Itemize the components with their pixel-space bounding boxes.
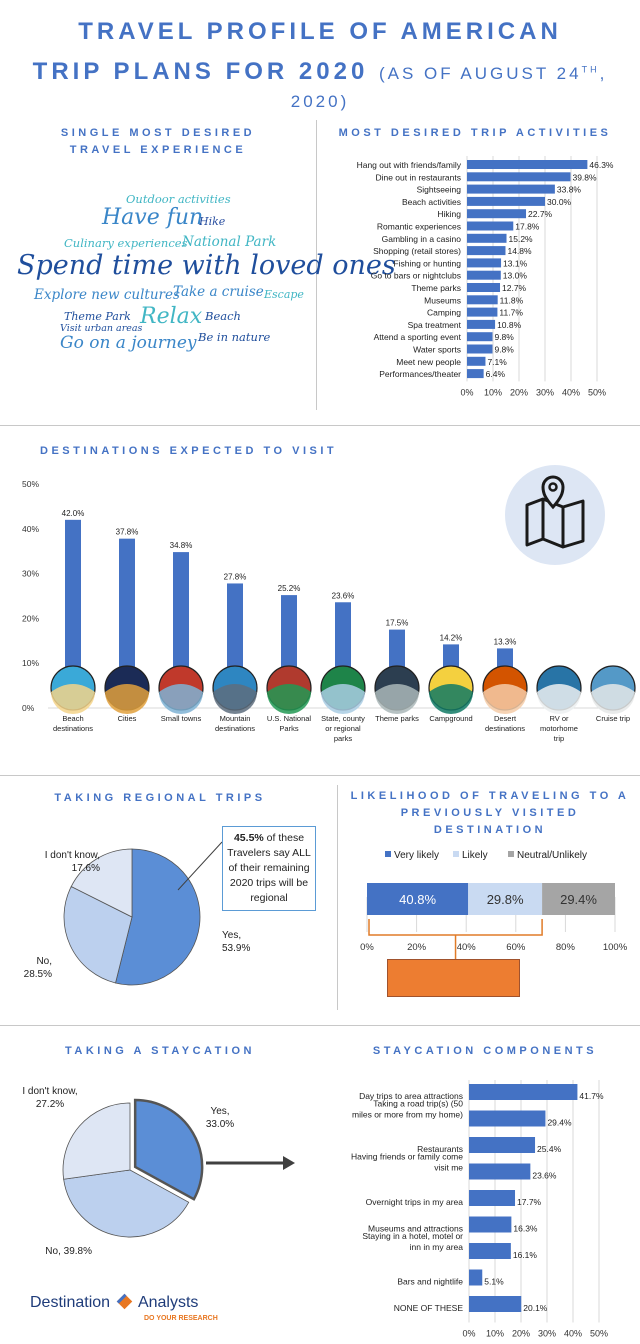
bar [467,369,484,378]
legend-swatch [453,851,459,857]
category-label: parks [333,734,353,743]
category-label: Attend a sporting event [373,332,461,343]
bar [467,234,507,243]
slice-label: 33.0% [205,1119,235,1130]
data-label: 22.7% [528,209,553,220]
category-label: Mountain [219,714,251,723]
divider-v2 [337,785,338,1010]
segment-label: 40.8% [399,892,437,907]
tick-label: 40% [561,387,581,398]
category-label: Sightseeing [416,184,461,195]
word-beach: Beach [205,309,241,323]
bar [467,345,492,354]
category-label: Beach [62,714,84,723]
data-label: 41.7% [579,1091,604,1101]
page-title-date: (AS OF AUGUST 24TH, 2020) [290,64,608,111]
slice-label: No, 39.8% [45,1246,92,1257]
slice-label: Yes, [210,1106,230,1117]
category-label: Meet new people [396,356,461,367]
bar [467,320,495,329]
activities-title: MOST DESIRED TRIP ACTIVITIES [338,127,612,139]
category-label: Spa treatment [407,319,461,330]
category-label: Theme parks [411,283,461,293]
bar [469,1137,535,1153]
tick-label: 50% [589,1328,609,1339]
data-label: 11.8% [499,295,524,306]
tick-label: 40% [563,1328,583,1339]
slice-label: Yes, [222,930,242,941]
destination-photo-detail [321,684,365,714]
data-label: 37.8% [115,527,139,537]
word-outdoor-activities: Outdoor activities [126,192,231,206]
data-label: 16.1% [512,1250,537,1260]
slice-label: No, [36,956,52,967]
bar [469,1243,511,1259]
destination-photo-detail [537,684,581,714]
category-label: RV or [549,714,569,723]
regional-title: TAKING REGIONAL TRIPS [54,792,266,804]
tick-label: 0% [460,387,474,398]
slice-label: 28.5% [23,969,52,980]
bar [469,1164,530,1180]
bar [467,258,501,267]
category-label: motorhome [540,724,578,733]
data-label: 27.8% [223,572,247,582]
category-label: State, county [321,714,365,723]
data-label: 20.1% [523,1303,548,1313]
bar [469,1084,577,1100]
brand-diamond-icon [116,1294,132,1310]
data-label: 13.1% [503,258,528,269]
category-label: Fishing or hunting [393,258,461,269]
data-label: 7.1% [487,356,507,367]
bar [467,308,497,317]
components-title: STAYCATION COMPONENTS [372,1045,598,1057]
legend-label: Very likely [394,850,440,861]
tick-label: 50% [22,479,40,489]
data-label: 13.0% [502,270,527,281]
brand-logo [30,1294,218,1322]
data-label: 29.4% [547,1117,572,1128]
word-escape: Escape [264,288,304,301]
data-label: 15.2% [508,233,533,244]
page-title-main: TRIP PLANS FOR 2020 [32,58,369,85]
word-explore: Explore new cultures [34,287,180,303]
category-label: Staying in a hotel, motel or [362,1231,463,1241]
word-national-park: National Park [182,234,277,250]
category-label: Parks [279,724,299,733]
tick-label: 10% [483,387,503,398]
data-label: 16.3% [513,1223,538,1234]
legend-label: Neutral/Unlikely [517,850,588,861]
tick-label: 20% [22,613,40,624]
word-spend-time: Spend time with loved ones [17,250,396,281]
bar [467,332,492,341]
tick-label: 30% [535,387,555,398]
category-label: destinations [214,724,256,733]
category-label: NONE OF THESE [393,1303,463,1313]
bar [467,209,526,218]
bar [469,1296,521,1312]
data-label: 25.2% [277,584,301,594]
divider-2 [0,775,640,776]
segment-label: 29.8% [486,892,524,907]
tick-label: 20% [407,942,427,953]
data-label: 34.8% [169,541,193,551]
legend-label: Likely [462,850,488,861]
bar [467,172,570,181]
data-label: 6.4% [485,369,506,380]
data-label: 42.0% [61,508,85,518]
category-label: Cities [117,714,137,723]
tick-label: 30% [537,1328,557,1339]
word-theme-park: Theme Park [64,310,131,323]
word-be-in-nature: Be in nature [198,330,271,344]
word-culinary: Culinary experiences [64,236,188,250]
category-label: Restaurants [417,1144,463,1154]
data-label: 13.3% [493,637,517,647]
legend-swatch [508,851,514,857]
word-visit-urban: Visit urban areas [60,323,143,334]
destination-photo-detail [483,684,527,714]
bar [467,283,500,292]
category-label: Romantic experiences [376,221,461,232]
destination-photo-detail [267,684,311,714]
category-label: Campground [429,714,473,723]
page-title-line1: TRAVEL PROFILE OF AMERICAN [78,18,562,45]
data-label: 30.0% [547,196,572,207]
destination-photo-detail [105,684,149,714]
tick-label: 10% [485,1328,505,1339]
tick-label: 0% [462,1328,476,1339]
category-label: Bars and nightlife [397,1276,463,1287]
bar [467,357,485,366]
bar [467,222,513,231]
activities-chart [317,155,640,411]
category-label: Taking a road trip(s) (50 [373,1098,463,1109]
word-have-fun: Have fun [102,205,204,230]
components-chart [317,1075,640,1339]
category-label: U.S. National [266,714,312,723]
category-label: Overnight trips in my area [365,1197,463,1207]
category-label: Beach activities [401,196,461,207]
data-label: 5.1% [484,1276,504,1287]
bar [467,160,587,169]
data-label: 14.2% [439,633,463,643]
destination-photo-detail [591,684,635,714]
data-label: 14.8% [507,246,532,257]
tick-label: 30% [22,568,40,579]
category-label: Shopping (retail stores) [373,246,461,257]
word-relax: Relax [140,304,203,329]
data-label: 33.8% [556,184,581,195]
data-label: 17.5% [385,618,409,628]
data-label: 9.8% [494,332,514,343]
category-label: visit me [434,1162,463,1173]
destination-photo-detail [213,684,257,714]
category-label: Having friends or family come [351,1151,463,1162]
arrow-head [283,1156,295,1170]
data-label: 46.3% [589,160,614,170]
data-label: 23.6% [532,1170,557,1181]
category-label: Performances/theater [379,369,461,380]
category-label: destinations [52,724,94,733]
divider-1 [0,425,640,426]
category-label: Cruise trip [595,714,631,723]
category-label: Dine out in restaurants [375,172,461,183]
category-label: Museums and attractions [368,1223,463,1234]
bar [467,197,545,206]
category-label: Hang out with friends/family [356,160,461,170]
category-label: inn in my area [409,1242,463,1252]
bar [467,185,555,194]
slice-label: I don't know, [44,850,100,861]
data-label: 39.8% [572,172,597,183]
data-label: 23.6% [331,591,355,601]
category-label: Gambling in a casino [381,233,461,244]
tick-label: 0% [360,942,374,953]
data-label: 25.4% [537,1144,562,1154]
destinations-title: DESTINATIONS EXPECTED TO VISIT [40,445,338,457]
bar [467,295,498,304]
word-cruise: Take a cruise [173,284,264,300]
brand-tagline: DO YOUR RESEARCH [144,1315,218,1322]
word-go-on-journey: Go on a journey [60,333,197,353]
staycation-title: TAKING A STAYCATION [65,1045,255,1057]
category-label: Museums [424,295,461,306]
category-label: destinations [484,724,526,733]
destination-photo-detail [375,684,419,714]
slice-label: 53.9% [222,943,251,954]
slice-label: I don't know, [22,1086,78,1097]
tick-label: 20% [509,387,529,398]
category-label: Camping [426,307,461,318]
data-label: 10.8% [497,319,522,330]
tick-label: 80% [555,942,575,953]
data-label: 11.7% [499,307,523,318]
slice-label: 27.2% [35,1099,65,1110]
staycation-pie [0,1070,320,1270]
category-label: Go to bars or nightclubs [370,270,461,281]
divider-3 [0,1025,640,1026]
brand-name-2: Analysts [137,1294,199,1311]
tick-label: 10% [22,658,40,669]
likelihood-callout [387,959,520,997]
slice-label: 17.6% [71,863,100,874]
category-label: Day trips to area attractions [359,1091,463,1101]
tick-label: 60% [506,942,526,953]
pie-slice [63,1103,130,1179]
data-label: 9.8% [494,344,514,355]
bar [467,246,505,255]
bar [469,1190,515,1206]
category-label: Water sports [413,344,461,355]
category-label: Desert [493,714,517,723]
data-label: 17.7% [517,1197,542,1207]
tick-label: 40% [456,942,476,953]
category-label: miles or more from my home) [352,1109,463,1120]
page-title-line2 [0,58,640,114]
destination-photo-detail [429,684,473,714]
data-label: 17.8% [515,221,540,232]
callout-connector [178,842,222,890]
desired-experience-title: SINGLE MOST DESIRED TRAVEL EXPERIENCE [60,127,256,156]
category-label: Small towns [160,714,202,723]
likelihood-title: LIKELIHOOD OF TRAVELING TO A PREVIOUSLY VISITED DESTINATION [350,790,630,836]
category-label: or regional [325,724,361,733]
destination-photo-detail [51,684,95,714]
data-label: 12.7% [502,283,527,293]
category-label: Theme parks [375,714,419,723]
tick-label: 100% [602,942,628,953]
regional-callout: 45.5% of these Travelers say ALL of their remaining 2020 trips will be regional [222,826,316,911]
bar [469,1217,511,1233]
bar [467,271,501,280]
bar [469,1270,482,1286]
legend-swatch [385,851,391,857]
map-icon [505,465,605,565]
tick-label: 50% [587,387,607,398]
tick-label: 20% [511,1328,531,1339]
category-label: Hiking [437,209,461,220]
destination-photo-detail [159,684,203,714]
category-label: trip [553,734,565,743]
brand-name-1: Destination [30,1294,111,1311]
word-hike: Hike [199,215,226,228]
tick-label: 40% [22,523,40,534]
segment-label: 29.4% [560,892,597,907]
bar [469,1111,545,1127]
tick-label: 0% [22,703,35,713]
